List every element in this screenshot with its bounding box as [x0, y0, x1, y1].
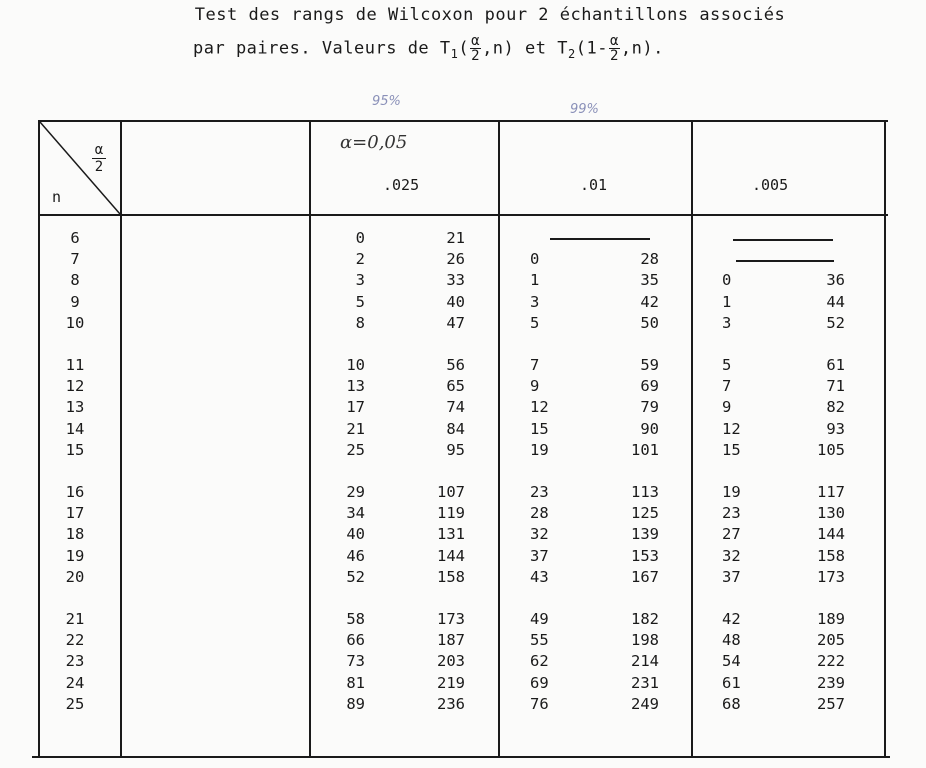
cell-a2-n8: 33 — [446, 271, 465, 290]
cell-b1-n23: 62 — [530, 652, 549, 671]
fraction-1-den: 2 — [471, 48, 481, 64]
cell-b1-n13: 12 — [530, 398, 549, 417]
cell-c1-n23: 54 — [722, 652, 741, 671]
cell-n-n25: 25 — [65, 694, 85, 713]
header-bottom-rule — [38, 214, 888, 216]
cell-b1-n16: 23 — [530, 483, 549, 501]
table-bottom-rule — [32, 756, 890, 758]
cell-b1-n17: 28 — [530, 504, 549, 523]
cell-c1-n10: 3 — [722, 313, 732, 332]
subtitle-close-2: ,n). — [620, 38, 664, 59]
cell-a2-n9: 40 — [446, 292, 465, 311]
empty-dash-01-n6 — [550, 238, 650, 240]
fraction-1-num: α — [471, 33, 481, 49]
cell-b1-n9: 3 — [530, 292, 540, 311]
cell-b2-n14: 90 — [640, 419, 659, 438]
cell-b2-n7: 28 — [640, 250, 659, 269]
cell-n-n14: 14 — [65, 419, 85, 438]
cell-n-n24: 24 — [65, 673, 85, 692]
cell-c1-n25: 68 — [722, 694, 741, 713]
fraction-2-den: 2 — [609, 48, 619, 64]
cell-n-n22: 22 — [65, 631, 85, 650]
cell-c1-n12: 7 — [722, 377, 732, 396]
cell-b2-n11: 59 — [640, 356, 659, 374]
subtitle-prefix: par paires. Valeurs de T — [193, 38, 451, 59]
cell-a1-n6: 0 — [355, 229, 365, 247]
cell-a1-n14: 21 — [346, 419, 365, 438]
cell-a2-n14: 84 — [446, 419, 465, 438]
cell-c2-n18: 144 — [817, 525, 845, 544]
cell-b2-n22: 198 — [631, 631, 659, 650]
cell-n-n21: 21 — [65, 610, 85, 628]
cell-a2-n12: 65 — [446, 377, 465, 396]
cell-n-n16: 16 — [65, 483, 85, 501]
cell-n-n10: 10 — [65, 313, 85, 332]
header-n-label: n — [52, 188, 62, 206]
cell-c1-n11: 5 — [722, 356, 732, 374]
cell-a1-n25: 89 — [346, 694, 365, 713]
cell-c2-n14: 93 — [826, 419, 845, 438]
cell-c1-n19: 32 — [722, 546, 741, 565]
cell-n-n6: 6 — [70, 229, 80, 247]
cell-b2-n19: 153 — [631, 546, 659, 565]
cell-b2-n12: 69 — [640, 377, 659, 396]
cell-a1-n22: 66 — [346, 631, 365, 650]
subtitle-paren-2: (1- — [575, 38, 608, 59]
cell-a1-n21: 58 — [346, 610, 365, 628]
col-005-left-divider — [691, 120, 693, 756]
subtitle-fraction-2 — [609, 34, 620, 63]
subtitle-mid: et T — [525, 38, 568, 59]
cell-a2-n6: 21 — [446, 229, 465, 247]
cell-c2-n16: 117 — [817, 483, 845, 501]
cell-c2-n17: 130 — [817, 504, 845, 523]
cell-b2-n17: 125 — [631, 504, 659, 523]
cell-n-n17: 17 — [65, 504, 85, 523]
cell-a2-n16: 107 — [437, 483, 465, 501]
cell-b2-n21: 182 — [631, 610, 659, 628]
cell-a2-n15: 95 — [446, 440, 465, 459]
cell-a2-n11: 56 — [446, 356, 465, 374]
cell-c2-n21: 189 — [817, 610, 845, 628]
cell-c2-n19: 158 — [817, 546, 845, 565]
cell-a2-n17: 119 — [437, 504, 465, 523]
header-col-01: .01 — [580, 176, 608, 194]
cell-n-n13: 13 — [65, 398, 85, 417]
header-diagonal — [38, 120, 122, 216]
col-025-left-divider — [309, 120, 311, 756]
cell-c1-n15: 15 — [722, 440, 741, 459]
cell-n-n18: 18 — [65, 525, 85, 544]
cell-c2-n23: 222 — [817, 652, 845, 671]
cell-c2-n8: 36 — [826, 271, 845, 290]
cell-b1-n8: 1 — [530, 271, 540, 290]
cell-c1-n21: 42 — [722, 610, 741, 628]
cell-n-n7: 7 — [70, 250, 80, 269]
cell-b2-n20: 167 — [631, 567, 659, 586]
cell-b2-n23: 214 — [631, 652, 659, 671]
cell-a2-n19: 144 — [437, 546, 465, 565]
cell-c2-n10: 52 — [826, 313, 845, 332]
cell-a1-n13: 17 — [346, 398, 365, 417]
cell-c1-n14: 12 — [722, 419, 741, 438]
cell-a2-n18: 131 — [437, 525, 465, 544]
cell-c2-n20: 173 — [817, 567, 845, 586]
cell-a2-n24: 219 — [437, 673, 465, 692]
cell-n-n9: 9 — [70, 292, 80, 311]
cell-n-n15: 15 — [65, 440, 85, 459]
cell-a1-n12: 13 — [346, 377, 365, 396]
cell-b1-n19: 37 — [530, 546, 549, 565]
cell-a1-n7: 2 — [355, 250, 365, 269]
cell-n-n8: 8 — [70, 271, 80, 290]
cell-n-n12: 12 — [65, 377, 85, 396]
subtitle-fraction-1 — [470, 34, 481, 63]
cell-a1-n9: 5 — [355, 292, 365, 311]
cell-c2-n25: 257 — [817, 694, 845, 713]
subtitle-sub-2: 2 — [567, 46, 576, 61]
header-alpha-fraction — [92, 142, 106, 175]
cell-a2-n22: 187 — [437, 631, 465, 650]
cell-b1-n24: 69 — [530, 673, 549, 692]
header-alpha-den: 2 — [94, 159, 104, 175]
annotation-99-percent: 99% — [570, 102, 599, 117]
cell-b1-n10: 5 — [530, 313, 540, 332]
col-01-left-divider — [498, 120, 500, 756]
cell-c2-n12: 71 — [826, 377, 845, 396]
cell-a2-n23: 203 — [437, 652, 465, 671]
cell-c2-n24: 239 — [817, 673, 845, 692]
cell-a1-n23: 73 — [346, 652, 365, 671]
cell-c1-n16: 19 — [722, 483, 741, 501]
cell-a2-n7: 26 — [446, 250, 465, 269]
cell-b2-n16: 113 — [631, 483, 659, 501]
cell-a2-n20: 158 — [437, 567, 465, 586]
cell-a1-n15: 25 — [346, 440, 365, 459]
cell-a2-n13: 74 — [446, 398, 465, 417]
subtitle-paren-1: ( — [458, 38, 470, 59]
cell-a1-n10: 8 — [355, 313, 365, 332]
cell-c2-n15: 105 — [817, 440, 845, 459]
cell-a1-n17: 34 — [346, 504, 365, 523]
cell-a1-n19: 46 — [346, 546, 365, 565]
cell-c1-n9: 1 — [722, 292, 732, 311]
cell-n-n19: 19 — [65, 546, 85, 565]
cell-a1-n20: 52 — [346, 567, 365, 586]
cell-b2-n8: 35 — [640, 271, 659, 290]
cell-b1-n18: 32 — [530, 525, 549, 544]
cell-c2-n11: 61 — [826, 356, 845, 374]
cell-c2-n9: 44 — [826, 292, 845, 311]
cell-b1-n25: 76 — [530, 694, 549, 713]
cell-c1-n24: 61 — [722, 673, 741, 692]
cell-b1-n7: 0 — [530, 250, 540, 269]
cell-c1-n8: 0 — [722, 271, 732, 290]
header-col-025: .025 — [383, 176, 420, 194]
annotation-95-percent: 95% — [372, 94, 401, 109]
page-title: Test des rangs de Wilcoxon pour 2 échantillons associés — [194, 5, 786, 25]
cell-c1-n13: 9 — [722, 398, 732, 417]
header-col-005: .005 — [752, 176, 789, 194]
header-alpha-num: α — [92, 142, 106, 159]
cell-a2-n21: 173 — [437, 610, 465, 628]
cell-b1-n21: 49 — [530, 610, 549, 628]
cell-a2-n25: 236 — [437, 694, 465, 713]
cell-b2-n25: 249 — [631, 694, 659, 713]
subtitle-close-1: ,n) — [482, 38, 515, 59]
cell-c2-n22: 205 — [817, 631, 845, 650]
cell-c2-n13: 82 — [826, 398, 845, 417]
cell-c1-n20: 37 — [722, 567, 741, 586]
fraction-2-num: α — [609, 33, 619, 49]
empty-dash-005-n7 — [736, 260, 834, 262]
cell-b2-n18: 139 — [631, 525, 659, 544]
empty-dash-005-n6 — [733, 239, 833, 241]
cell-b2-n24: 231 — [631, 673, 659, 692]
cell-b2-n9: 42 — [640, 292, 659, 311]
right-border — [884, 120, 886, 756]
cell-b1-n14: 15 — [530, 419, 549, 438]
cell-a2-n10: 47 — [446, 313, 465, 332]
subtitle-sub-1: 1 — [450, 46, 459, 61]
cell-c1-n18: 27 — [722, 525, 741, 544]
cell-a1-n24: 81 — [346, 673, 365, 692]
cell-n-n23: 23 — [65, 652, 85, 671]
cell-n-n11: 11 — [65, 356, 85, 374]
cell-b1-n22: 55 — [530, 631, 549, 650]
cell-b1-n11: 7 — [530, 356, 540, 374]
annotation-alpha-note: α=0,05 — [340, 132, 408, 153]
page-subtitle — [193, 34, 664, 63]
cell-b2-n10: 50 — [640, 313, 659, 332]
cell-c1-n22: 48 — [722, 631, 741, 650]
cell-a1-n8: 3 — [355, 271, 365, 290]
table-top-rule — [38, 120, 888, 122]
cell-b2-n13: 79 — [640, 398, 659, 417]
cell-b1-n12: 9 — [530, 377, 540, 396]
cell-a1-n18: 40 — [346, 525, 365, 544]
cell-a1-n16: 29 — [346, 483, 365, 501]
cell-a1-n11: 10 — [346, 356, 365, 374]
cell-n-n20: 20 — [65, 567, 85, 586]
cell-c1-n17: 23 — [722, 504, 741, 523]
cell-b1-n20: 43 — [530, 567, 549, 586]
cell-b1-n15: 19 — [530, 440, 549, 459]
cell-b2-n15: 101 — [631, 440, 659, 459]
